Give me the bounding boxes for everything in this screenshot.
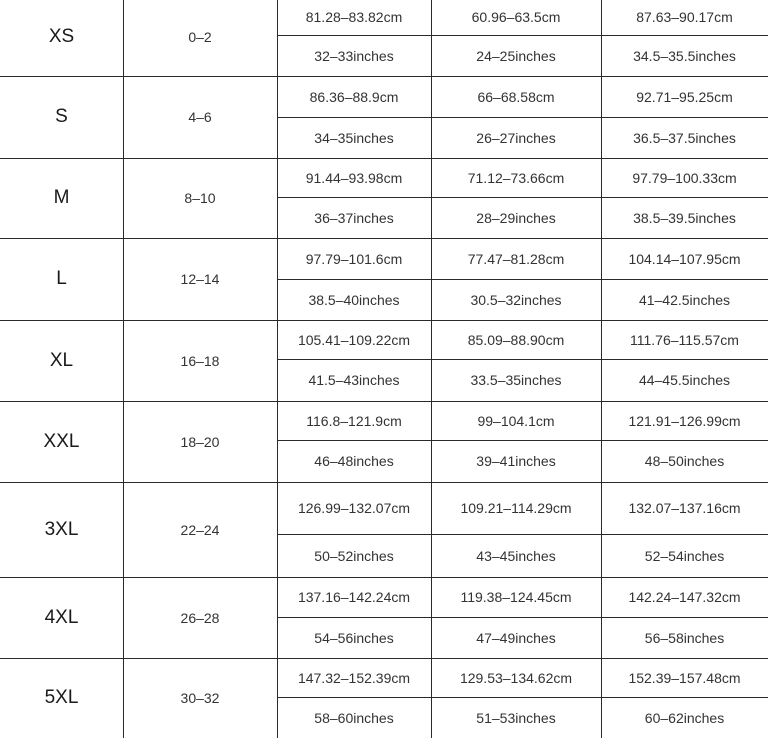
measurement-inches: 24–25inches [476, 47, 556, 64]
measurement-cm: 147.32–152.39cm [297, 669, 411, 686]
size-label: 5XL [44, 687, 79, 708]
measurement-inches: 41–42.5inches [638, 291, 731, 308]
measurement-inches: 28–29inches [476, 209, 556, 226]
size-label: 3XL [44, 518, 79, 540]
measurement-inches: 34.5–35.5inches [633, 47, 736, 64]
size-label: XL [49, 349, 74, 371]
measurement-inches: 38.5–40inches [308, 291, 400, 308]
measurement-cm: 66–68.58cm [477, 88, 555, 105]
measurement-inches: 48–50inches [644, 453, 725, 469]
measurement-inches: 60–62inches [644, 709, 725, 726]
measurement-cm: 99–104.1cm [477, 412, 555, 429]
measurement-inches: 33.5–35inches [470, 372, 562, 388]
measurement-cm: 132.07–137.16cm [628, 500, 741, 516]
us-size-value: 16–18 [180, 352, 220, 369]
measurement-cm: 71.12–73.66cm [467, 169, 565, 186]
measurement-cm: 121.91–126.99cm [628, 412, 741, 429]
measurement-cm: 87.63–90.17cm [636, 8, 733, 25]
measurement-inches: 34–35inches [314, 129, 394, 146]
us-size-value: 18–20 [180, 433, 220, 450]
measurement-cm: 104.14–107.95cm [628, 250, 741, 267]
size-label: S [55, 106, 68, 127]
measurement-inches: 30.5–32inches [470, 291, 562, 308]
size-label: XS [48, 26, 75, 47]
measurement-cm: 85.09–88.90cm [467, 331, 565, 348]
measurement-cm: 142.24–147.32cm [628, 589, 741, 605]
size-label: M [53, 187, 70, 208]
measurement-inches: 43–45inches [476, 547, 556, 564]
measurement-cm: 86.36–88.9cm [309, 88, 399, 105]
measurement-cm: 105.41–109.22cm [297, 331, 411, 348]
measurement-cm: 137.16–142.24cm [297, 589, 411, 605]
measurement-inches: 46–48inches [314, 453, 394, 469]
measurement-inches: 47–49inches [476, 629, 556, 646]
measurement-inches: 38.5–39.5inches [633, 209, 736, 226]
measurement-inches: 56–58inches [644, 629, 725, 646]
measurement-inches: 41.5–43inches [308, 372, 400, 388]
measurement-inches: 39–41inches [476, 453, 556, 469]
measurement-cm: 97.79–100.33cm [632, 169, 737, 186]
measurement-inches: 50–52inches [314, 547, 394, 564]
us-size-value: 4–6 [188, 109, 212, 125]
measurement-cm: 91.44–93.98cm [305, 169, 403, 186]
measurement-cm: 92.71–95.25cm [636, 88, 733, 105]
measurement-cm: 129.53–134.62cm [459, 669, 573, 686]
us-size-value: 30–32 [180, 690, 220, 706]
measurement-cm: 116.8–121.9cm [306, 412, 402, 429]
measurement-inches: 36.5–37.5inches [633, 129, 736, 146]
measurement-cm: 60.96–63.5cm [471, 8, 561, 25]
measurement-cm: 109.21–114.29cm [460, 500, 572, 516]
size-label: 4XL [44, 606, 79, 628]
measurement-inches: 51–53inches [476, 709, 556, 726]
measurement-inches: 36–37inches [314, 209, 394, 226]
measurement-inches: 26–27inches [476, 129, 556, 146]
size-label: XXL [43, 430, 80, 452]
measurement-cm: 119.38–124.45cm [460, 589, 572, 605]
us-size-value: 8–10 [184, 190, 216, 206]
us-size-value: 26–28 [180, 609, 220, 626]
measurement-inches: 52–54inches [644, 547, 725, 564]
us-size-value: 22–24 [180, 521, 220, 538]
measurement-inches: 54–56inches [314, 629, 394, 646]
size-label: L [56, 268, 67, 289]
measurement-cm: 111.76–115.57cm [630, 331, 739, 348]
measurement-inches: 58–60inches [314, 709, 394, 726]
us-size-value: 12–14 [180, 271, 220, 287]
measurement-inches: 32–33inches [314, 47, 394, 64]
measurement-cm: 77.47–81.28cm [467, 250, 565, 267]
measurement-inches: 44–45.5inches [638, 372, 731, 388]
measurement-cm: 81.28–83.82cm [305, 8, 403, 25]
measurement-cm: 97.79–101.6cm [305, 250, 403, 267]
us-size-value: 0–2 [188, 29, 212, 45]
measurement-cm: 126.99–132.07cm [297, 500, 411, 516]
measurement-cm: 152.39–157.48cm [628, 669, 741, 686]
